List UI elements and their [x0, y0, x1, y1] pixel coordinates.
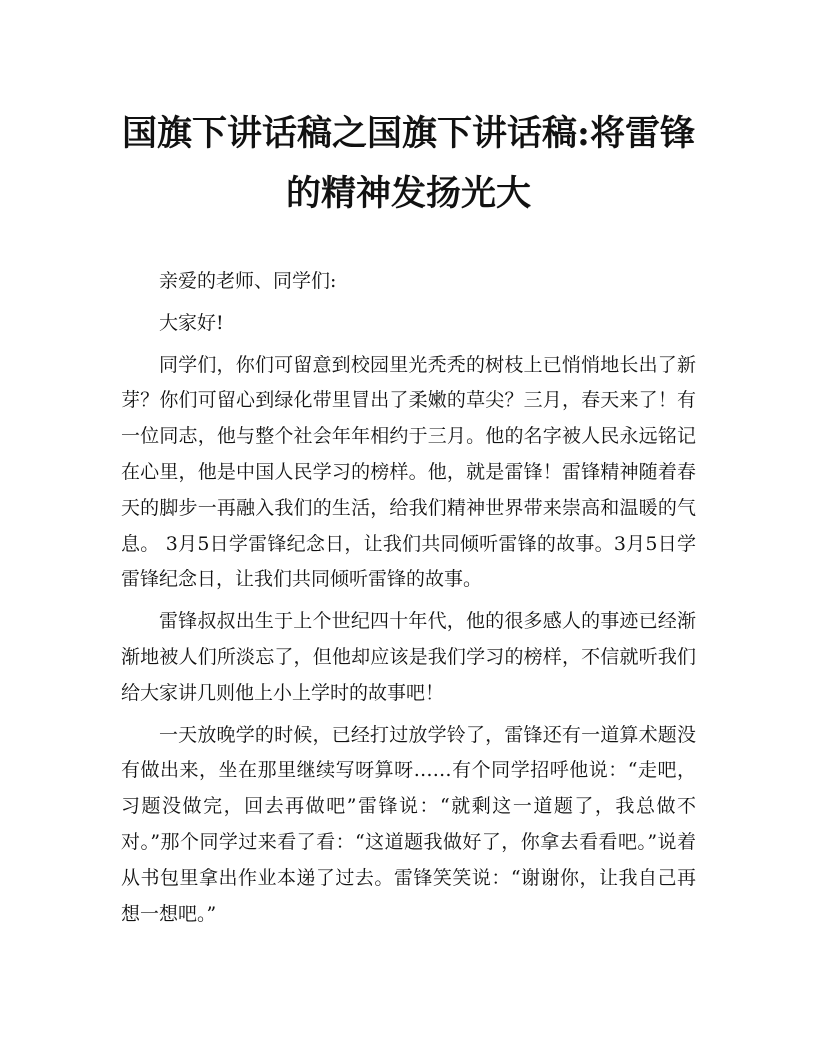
paragraph-lei-feng-intro: 雷锋叔叔出生于上个世纪四十年代，他的很多感人的事迹已经渐渐地被人们所淡忘了，但他却应该是我们学习的榜样，不信就听我们给大家讲几则他上小上学时的故事吧！: [121, 610, 696, 704]
paragraph-story: 一天放晚学的时候，已经打过放学铃了，雷锋还有一道算术题没有做出来，坐在那里继续写呀算呀……有个同学招呼他说：“走吧，习题没做完，回去再做吧”雷锋说：“就剩这一道题了，我总做不对。”那个同学过来看了看：“这道题我做好了，你拿去看看吧。”说着从书包里拿出作业本递了过去。雷锋笑笑说：“谢谢你，让我自己再想一想吧。”: [121, 723, 696, 925]
document-body: [121, 264, 696, 932]
paragraph-spring: 同学们，你们可留意到校园里光秃秃的树枝上已悄悄地长出了新芽？你们可留心到绿化带里冒出了柔嫩的草尖？三月，春天来了！有一位同志，他与整个社会年年相约于三月。他的名字被人民永远铭记在心里，他是中国人民学习的榜样。他，就是雷锋！雷锋精神随着春天的脚步一再融入我们的生活，给我们精神世界带来崇高和温暖的气息。 3月5日学雷锋纪念日，让我们共同倾听雷锋的故事。3月5日学雷锋纪念日，让我们共同倾听雷锋的故事。: [121, 353, 696, 591]
greeting: 大家好!: [159, 311, 224, 334]
title-line-2: 的精神发扬光大: [285, 173, 531, 214]
document-title: [121, 104, 696, 224]
title-line-1: 国旗下讲话稿之国旗下讲话稿:将雷锋: [122, 113, 695, 154]
salutation: 亲爱的老师、同学们:: [159, 270, 337, 292]
